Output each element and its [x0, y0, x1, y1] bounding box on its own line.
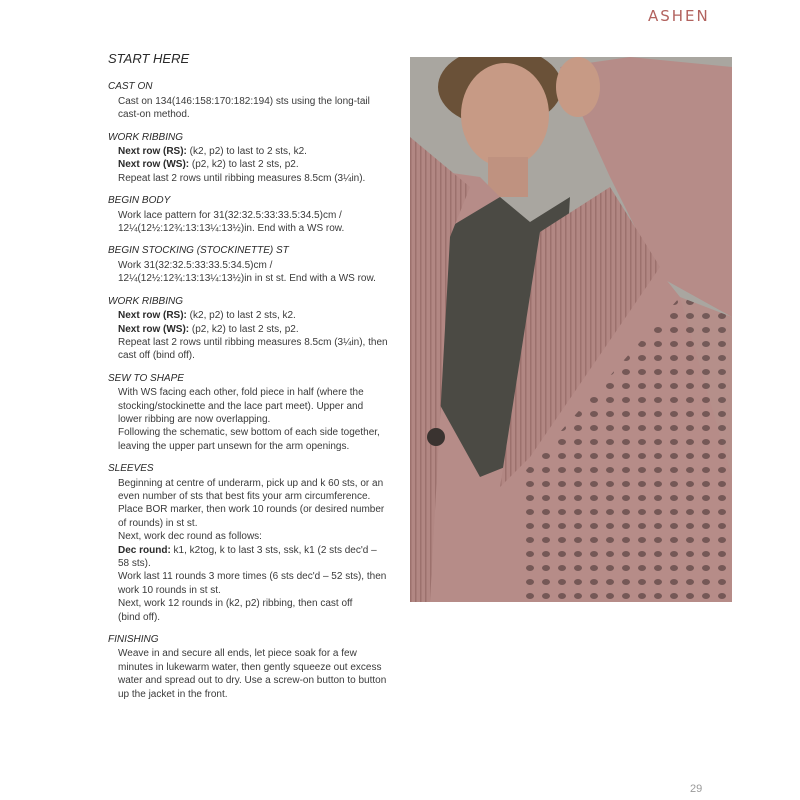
section-title: WORK RIBBING: [108, 295, 184, 307]
instruction-line: [118, 323, 404, 336]
instruction-line: [118, 477, 404, 490]
instruction-line: [118, 95, 404, 108]
pattern-instructions: [108, 52, 404, 710]
instruction-line: [118, 597, 404, 610]
instruction-label: Dec round:: [118, 544, 171, 556]
instruction-line: [118, 688, 404, 701]
magazine-section-title: ASHEN: [648, 7, 710, 25]
instruction-section: [108, 633, 404, 701]
instruction-section: [108, 295, 404, 363]
instruction-line: [118, 172, 404, 185]
instruction-section: [108, 244, 404, 285]
instruction-line: [118, 386, 404, 399]
instruction-text: up the jacket in the front.: [118, 688, 228, 700]
instruction-text: 12¼(12½:12¾:13:13¼:13½)in in st st. End with a WS row.: [118, 273, 376, 285]
page-heading: START HERE: [108, 51, 190, 66]
section-title: WORK RIBBING: [108, 131, 184, 143]
instruction-line: [118, 426, 404, 439]
instruction-text: Work last 11 rounds 3 more times (6 sts dec'd – 52 sts), then: [118, 571, 387, 583]
instruction-line: [118, 222, 404, 235]
instruction-text: Cast on 134(146:158:170:182:194) sts using the long-tail: [118, 95, 370, 107]
instruction-text: (bind off).: [118, 611, 161, 623]
instruction-line: [118, 490, 404, 503]
instruction-line: [118, 544, 404, 557]
instruction-line: [118, 349, 404, 362]
section-title: BEGIN BODY: [108, 195, 171, 207]
instruction-text: minutes in lukewarm water, then gently squeeze out excess: [118, 661, 382, 673]
instruction-text: even number of sts that best fits your arm circumference.: [118, 490, 371, 502]
instruction-line: [118, 440, 404, 453]
instruction-text: 58 sts).: [118, 558, 151, 569]
instruction-text: cast off (bind off).: [118, 350, 195, 362]
instruction-label: Next row (RS):: [118, 310, 187, 322]
instruction-line: [118, 209, 404, 222]
instruction-line: [118, 309, 404, 322]
instruction-text: Following the schematic, sew bottom of each side together,: [118, 427, 380, 439]
instruction-line: [118, 584, 404, 597]
instruction-label: Next row (WS):: [118, 323, 190, 335]
instruction-sections: [108, 80, 404, 701]
instruction-section: [108, 372, 404, 453]
instruction-line: [118, 530, 404, 543]
instruction-line: [118, 158, 404, 171]
instruction-line: [118, 272, 404, 285]
instruction-text: cast-on method.: [118, 109, 190, 121]
instruction-text: lower ribbing are now overlapping.: [118, 413, 271, 425]
instruction-line: [118, 336, 404, 349]
instruction-line: [118, 557, 404, 570]
instruction-section: [108, 462, 404, 624]
instruction-line: [118, 503, 404, 516]
instruction-line: [118, 145, 404, 158]
instruction-text: (k2, p2) to last to 2 sts, k2.: [186, 146, 307, 158]
instruction-label: Next row (WS):: [118, 159, 190, 171]
instruction-label: Next row (RS):: [118, 146, 187, 158]
instruction-line: [118, 108, 404, 121]
instruction-text: leaving the upper part unsewn for the arm openings.: [118, 440, 350, 452]
instruction-text: Repeat last 2 rows until ribbing measures 8.5cm (3¼in).: [118, 172, 366, 184]
instruction-line: [118, 259, 404, 272]
instruction-text: (k2, p2) to last 2 sts, k2.: [186, 310, 296, 322]
model-photo-illustration: [410, 57, 732, 602]
instruction-section: [108, 131, 404, 186]
page-number: 29: [690, 783, 703, 795]
instruction-section: [108, 80, 404, 121]
section-title: CAST ON: [108, 81, 153, 93]
section-title: FINISHING: [108, 634, 159, 646]
instruction-line: [118, 400, 404, 413]
instruction-line: [118, 413, 404, 426]
instruction-line: [118, 647, 404, 660]
instruction-text: work 10 rounds in st st.: [118, 584, 221, 596]
cardigan-photo: [410, 57, 732, 602]
instruction-text: Place BOR marker, then work 10 rounds (or desired number: [118, 504, 385, 516]
instruction-text: Weave in and secure all ends, let piece soak for a few: [118, 648, 357, 660]
instruction-line: [118, 517, 404, 530]
instruction-text: 12¼(12½:12¾:13:13¼:13½)in. End with a WS row.: [118, 223, 345, 235]
instruction-text: Beginning at centre of underarm, pick up and k 60 sts, or an: [118, 477, 384, 489]
instruction-text: water and spread out to dry. Use a screw-on button to button: [118, 675, 387, 687]
instruction-text: Work lace pattern for 31(32:32.5:33:33.5:34.5)cm /: [118, 209, 342, 221]
instruction-text: k1, k2tog, k to last 3 sts, ssk, k1 (2 sts dec'd –: [170, 544, 377, 556]
instruction-line: [118, 611, 404, 624]
instruction-text: Next, work 12 rounds in (k2, p2) ribbing, then cast off: [118, 598, 353, 610]
section-title: SLEEVES: [108, 463, 154, 475]
section-title: BEGIN STOCKING (STOCKINETTE) ST: [108, 245, 289, 257]
instruction-line: [118, 661, 404, 674]
instruction-text: stocking/stockinette and the lace part meet). Upper and: [118, 400, 364, 412]
instruction-line: [118, 570, 404, 583]
instruction-line: [118, 674, 404, 687]
button-detail: [427, 428, 445, 446]
instruction-text: Next, work dec round as follows:: [118, 531, 262, 543]
instruction-text: With WS facing each other, fold piece in half (where the: [118, 387, 364, 399]
instruction-text: Repeat last 2 rows until ribbing measures 8.5cm (3¼in), then: [118, 336, 388, 348]
instruction-text: (p2, k2) to last 2 sts, p2.: [189, 323, 299, 335]
instruction-section: [108, 194, 404, 235]
section-title: SEW TO SHAPE: [108, 372, 184, 384]
instruction-text: of rounds) in st st.: [118, 517, 198, 529]
instruction-text: Work 31(32:32.5:33:33.5:34.5)cm /: [118, 259, 273, 271]
instruction-text: (p2, k2) to last 2 sts, p2.: [189, 159, 299, 171]
